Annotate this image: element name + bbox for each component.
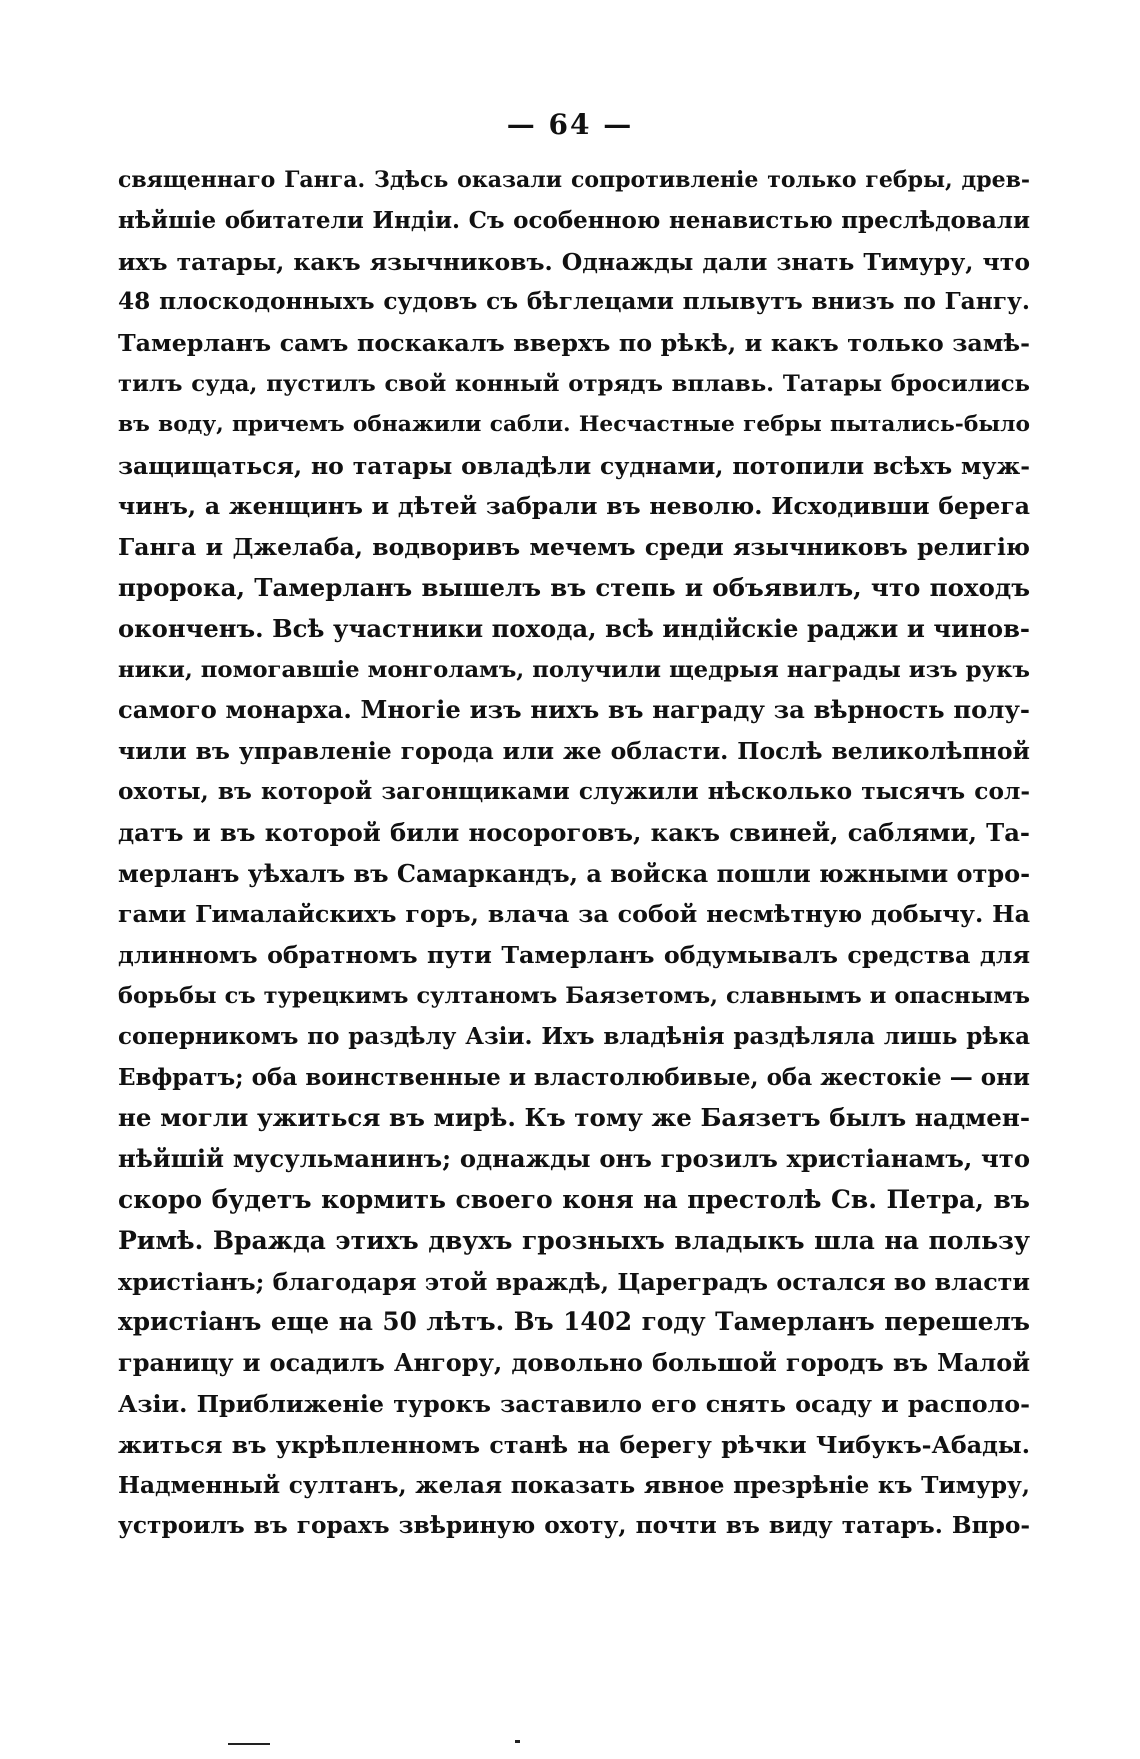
text-line: Римѣ. Вражда этихъ двухъ грозныхъ владыкъ шла на пользу [118, 1225, 1030, 1255]
text-line: Ганга и Джелаба, водворивъ мечемъ среди язычниковъ религію [118, 533, 1030, 562]
text-line: охоты, въ которой загонщиками служили нѣсколько тысячъ сол- [118, 777, 1030, 805]
text-line: самого монарха. Многіе изъ нихъ въ награду за вѣрность полу- [118, 695, 1030, 725]
text-line: мерланъ уѣхалъ въ Самаркандъ, а войска пошли южными отро- [118, 858, 1031, 888]
text-line: ихъ татары, какъ язычниковъ. Однажды дали знать Тимуру, что [118, 247, 1030, 276]
text-line: пророка, Тамерланъ вышелъ въ степь и объявилъ, что походъ [118, 572, 1030, 602]
text-line: устроилъ въ горахъ звѣриную охоту, почти въ виду татаръ. Впро- [118, 1512, 1030, 1540]
text-line: Надменный султанъ, желая показать явное презрѣніе къ Тимуру, [118, 1471, 1030, 1499]
text-line: чинъ, а женщинъ и дѣтей забрали въ неволю. Исходивши берега [118, 492, 1030, 521]
text-line: тилъ суда, пустилъ свой конный отрядъ вплавь. Татары бросились [118, 370, 1030, 397]
text-line: скоро будетъ кормить своего коня на престолѣ Св. Петра, въ [118, 1184, 1030, 1214]
text-line: христіанъ; благодаря этой враждѣ, Цареградъ остался во власти [118, 1267, 1030, 1296]
text-line: чили въ управленіе города или же области. Послѣ великолѣпной [118, 737, 1030, 766]
text-line: соперникомъ по раздѣлу Азіи. Ихъ владѣнія раздѣляла лишь рѣка [118, 1022, 1030, 1050]
text-line: нѣйшій мусульманинъ; однажды онъ грозилъ христіанамъ, что [118, 1144, 1030, 1174]
body-text [118, 160, 1030, 1547]
text-line: границу и осадилъ Ангору, довольно большой городъ въ Малой [118, 1348, 1030, 1378]
text-line: оконченъ. Всѣ участники похода, всѣ индійскіе раджи и чинов- [118, 613, 1030, 643]
text-line: защищаться, но татары овладѣли суднами, потопили всѣхъ муж- [118, 451, 1030, 480]
text-line: ники, помогавшіе монголамъ, получили щедрыя награды изъ рукъ [118, 656, 1030, 683]
footer-rule [228, 1743, 270, 1745]
text-line: датъ и въ которой били носороговъ, какъ свиней, саблями, Та- [118, 817, 1030, 847]
text-line: житься въ укрѣпленномъ станѣ на берегу рѣчки Чибукъ-Абады. [118, 1430, 1030, 1459]
text-line: въ воду, причемъ обнажили сабли. Несчастные гебры пытались-было [118, 411, 1030, 437]
text-line: длинномъ обратномъ пути Тамерланъ обдумывалъ средства для [118, 941, 1030, 970]
footer-mark [515, 1740, 520, 1743]
text-line: Азіи. Приближеніе турокъ заставило его снять осаду и располо- [118, 1389, 1030, 1418]
text-line: борьбы съ турецкимъ султаномъ Баязетомъ, славнымъ и опаснымъ [118, 982, 1030, 1009]
text-line: христіанъ еще на 50 лѣтъ. Въ 1402 году Тамерланъ перешелъ [118, 1307, 1030, 1337]
text-line: нѣйшіе обитатели Индіи. Съ особенною ненавистью преслѣдовали [118, 206, 1030, 234]
text-line: гами Гималайскихъ горъ, влача за собой несмѣтную добычу. На [118, 900, 1030, 929]
text-line: Евфратъ; оба воинственные и властолюбивые, оба жестокіе — они [118, 1063, 1030, 1091]
text-line: не могли ужиться въ мирѣ. Къ тому же Баязетъ былъ надмен- [118, 1103, 1030, 1133]
text-line: Тамерланъ самъ поскакалъ вверхъ по рѣкѣ, и какъ только замѣ- [118, 329, 1030, 358]
text-line: священнаго Ганга. Здѣсь оказали сопротивленіе только гебры, древ- [118, 167, 1030, 193]
page-number: — 64 — [506, 108, 634, 141]
text-line: 48 плоскодонныхъ судовъ съ бѣглецами плывутъ внизъ по Гангу. [118, 288, 1030, 316]
